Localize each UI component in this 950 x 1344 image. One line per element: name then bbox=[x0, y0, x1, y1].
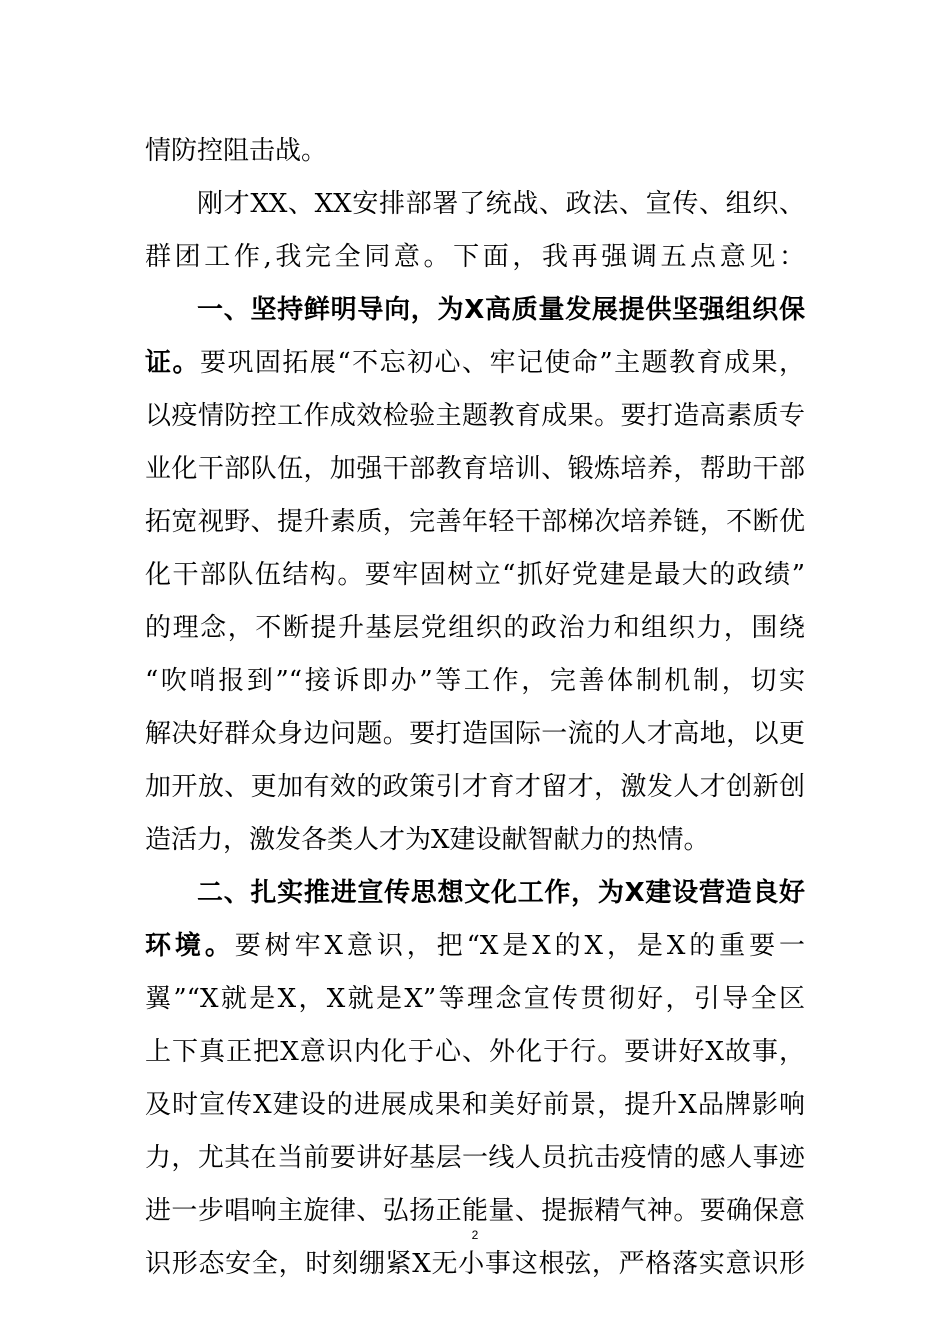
text-line: 刚才XX、XX安排部署了统战、政法、宣传、组织、 bbox=[197, 189, 805, 219]
text-line: 力，尤其在当前要讲好基层一线人员抗击疫情的感人事迹 bbox=[145, 1143, 805, 1173]
section-heading-1: 一、坚持鲜明导向，为X高质量发展提供坚强组织保 bbox=[197, 295, 805, 325]
text-line: 情防控阻击战。 bbox=[145, 136, 328, 166]
text-line: 造活力，激发各类人才为X建设献智献力的热情。 bbox=[145, 825, 710, 855]
text-line: “吹哨报到”“接诉即办”等工作，完善体制机制，切实 bbox=[145, 666, 805, 696]
text-line: 拓宽视野、提升素质，完善年轻干部梯次培养链，不断优 bbox=[145, 507, 805, 537]
text-line: 业化干部队伍，加强干部教育培训、锻炼培养，帮助干部 bbox=[145, 454, 805, 484]
section-heading-2: 二、扎实推进宣传思想文化工作，为X建设营造良好 bbox=[197, 878, 805, 908]
section-heading-1-end: 证。 bbox=[145, 348, 200, 378]
text-line bbox=[145, 337, 805, 390]
section-heading-2-end: 环境。 bbox=[145, 931, 235, 961]
text-line: 及时宣传X建设的进展成果和美好前景，提升X品牌影响 bbox=[145, 1090, 805, 1120]
text-line: 加开放、更加有效的政策引才育才留才，激发人才创新创 bbox=[145, 772, 805, 802]
text-line: 以疫情防控工作成效检验主题教育成果。要打造高素质专 bbox=[145, 401, 805, 431]
text-segment: 要树牢X意识，把“X是X的X，是X的重要一 bbox=[234, 931, 805, 961]
text-line: 进一步唱响主旋律、弘扬正能量、提振精气神。要确保意 bbox=[145, 1196, 805, 1226]
text-line bbox=[145, 920, 805, 973]
text-line: 解决好群众身边问题。要打造国际一流的人才高地，以更 bbox=[145, 719, 805, 749]
page-number: 2 bbox=[471, 1228, 479, 1242]
text-line: 化干部队伍结构。要牢固树立“抓好党建是最大的政绩” bbox=[145, 560, 805, 590]
document-body bbox=[145, 125, 805, 1291]
text-line: 识形态安全，时刻绷紧X无小事这根弦，严格落实意识形 bbox=[145, 1249, 805, 1279]
text-line: 群团工作,我完全同意。下面，我再强调五点意见： bbox=[145, 242, 805, 272]
text-line: 上下真正把X意识内化于心、外化于行。要讲好X故事， bbox=[145, 1037, 805, 1067]
text-segment: 要巩固拓展“不忘初心、牢记使命”主题教育成果， bbox=[199, 348, 805, 378]
text-line: 的理念，不断提升基层党组织的政治力和组织力，围绕 bbox=[145, 613, 805, 643]
text-line: 翼”“X就是X，X就是X”等理念宣传贯彻好，引导全区 bbox=[145, 984, 805, 1014]
